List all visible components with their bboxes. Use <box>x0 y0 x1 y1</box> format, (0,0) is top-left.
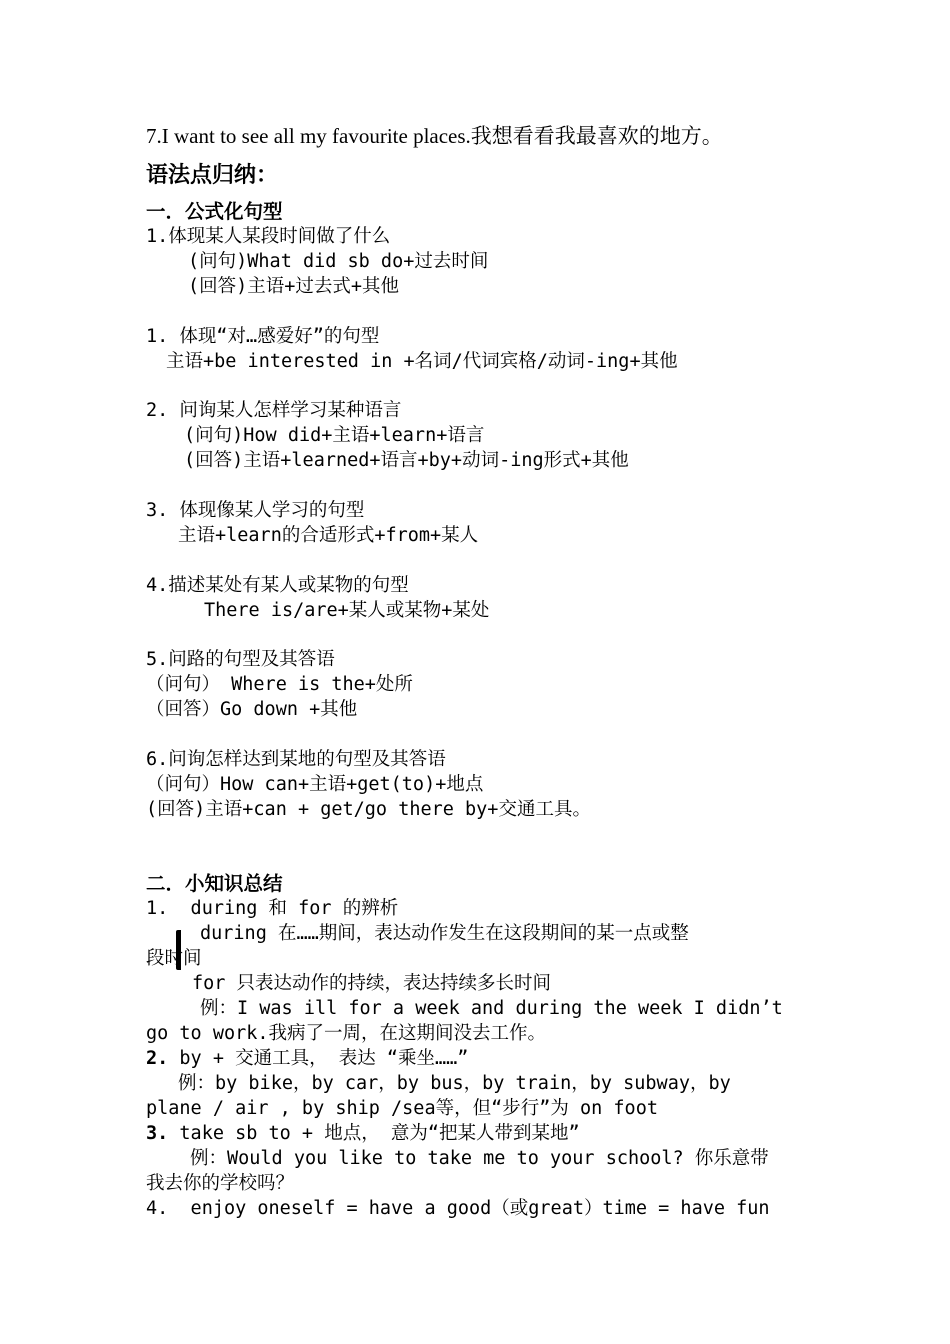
point-1-for: for 只表达动作的持续，表达持续多长时间 <box>192 973 552 994</box>
pattern-4-formula: There is/are+某人或某物+某处 <box>204 600 490 621</box>
point-3-example-cont: 我去你的学校吗？ <box>146 1173 295 1194</box>
pattern-5-answer: （回答）Go down +其他 <box>146 699 358 720</box>
point-1-example: 例：I was ill for a week and during the week I didn’t <box>200 998 783 1019</box>
pattern-1-title: 1.体现某人某段时间做了什么 <box>146 226 391 247</box>
point-1-title: 1. during 和 for 的辨析 <box>146 898 399 919</box>
pattern-1-answer: (回答)主语+过去式+其他 <box>188 276 400 297</box>
pattern-3-formula: 主语+learn的合适形式+from+某人 <box>178 525 479 546</box>
pattern-6-title: 6.问询怎样达到某地的句型及其答语 <box>146 749 446 770</box>
point-3-example: 例：Would you like to take me to your school? 你乐意带 <box>190 1148 769 1169</box>
pattern-4-title: 4.描述某处有某人或某物的句型 <box>146 575 409 596</box>
point-2-example-cont: plane / air , by ship /sea等，但“步行”为 on foot <box>146 1098 658 1119</box>
pattern-3-title: 3. 体现像某人学习的句型 <box>146 500 365 521</box>
point-1-example-cont: go to work.我病了一周，在这期间没去工作。 <box>146 1023 547 1044</box>
point-2-number: 2. <box>146 1048 169 1069</box>
pattern-5-question: （问句） Where is the+处所 <box>146 674 413 695</box>
section-heading-grammar: 语法点归纳： <box>146 163 279 188</box>
pattern-6-answer: (回答)主语+can + get/go there by+交通工具。 <box>146 799 591 820</box>
pattern-2-question: (问句)How did+主语+learn+语言 <box>184 425 485 446</box>
point-2-text: by + 交通工具， 表达 “乘坐……” <box>168 1048 469 1069</box>
subheading-knowledge-summary: 二．小知识总结 <box>146 872 283 895</box>
pattern-interest-formula: 主语+be interested in +名词/代词宾格/动词-ing+其他 <box>166 351 678 372</box>
point-4-title: 4. enjoy oneself = have a good（或great）time = have fun <box>146 1198 770 1219</box>
pattern-2-answer: (回答)主语+learned+语言+by+动词-ing形式+其他 <box>184 450 629 471</box>
subheading-sentence-patterns: 一．公式化句型 <box>146 200 283 223</box>
point-2-example: 例：by bike，by car，by bus，by train，by subway，by <box>178 1073 731 1094</box>
point-2-title <box>146 1046 468 1071</box>
point-3-title <box>146 1121 580 1146</box>
pattern-5-title: 5.问路的句型及其答语 <box>146 649 335 670</box>
example-sentence-7: 7.I want to see all my favourite places.我想看看我最喜欢的地方。 <box>146 124 723 148</box>
point-3-text: take sb to + 地点， 意为“把某人带到某地” <box>168 1123 580 1144</box>
pattern-2-title: 2. 问询某人怎样学习某种语言 <box>146 400 402 421</box>
pattern-interest-title: 1. 体现“对…感爱好”的句型 <box>146 326 380 347</box>
point-3-number: 3. <box>146 1123 169 1144</box>
pattern-6-question: （问句）How can+主语+get(to)+地点 <box>146 774 484 795</box>
point-1-during: during 在……期间，表达动作发生在这段期间的某一点或整 <box>200 923 689 944</box>
pattern-1-question: (问句)What did sb do+过去时间 <box>188 251 489 272</box>
point-1-during-cont: 段时间 <box>146 948 202 969</box>
